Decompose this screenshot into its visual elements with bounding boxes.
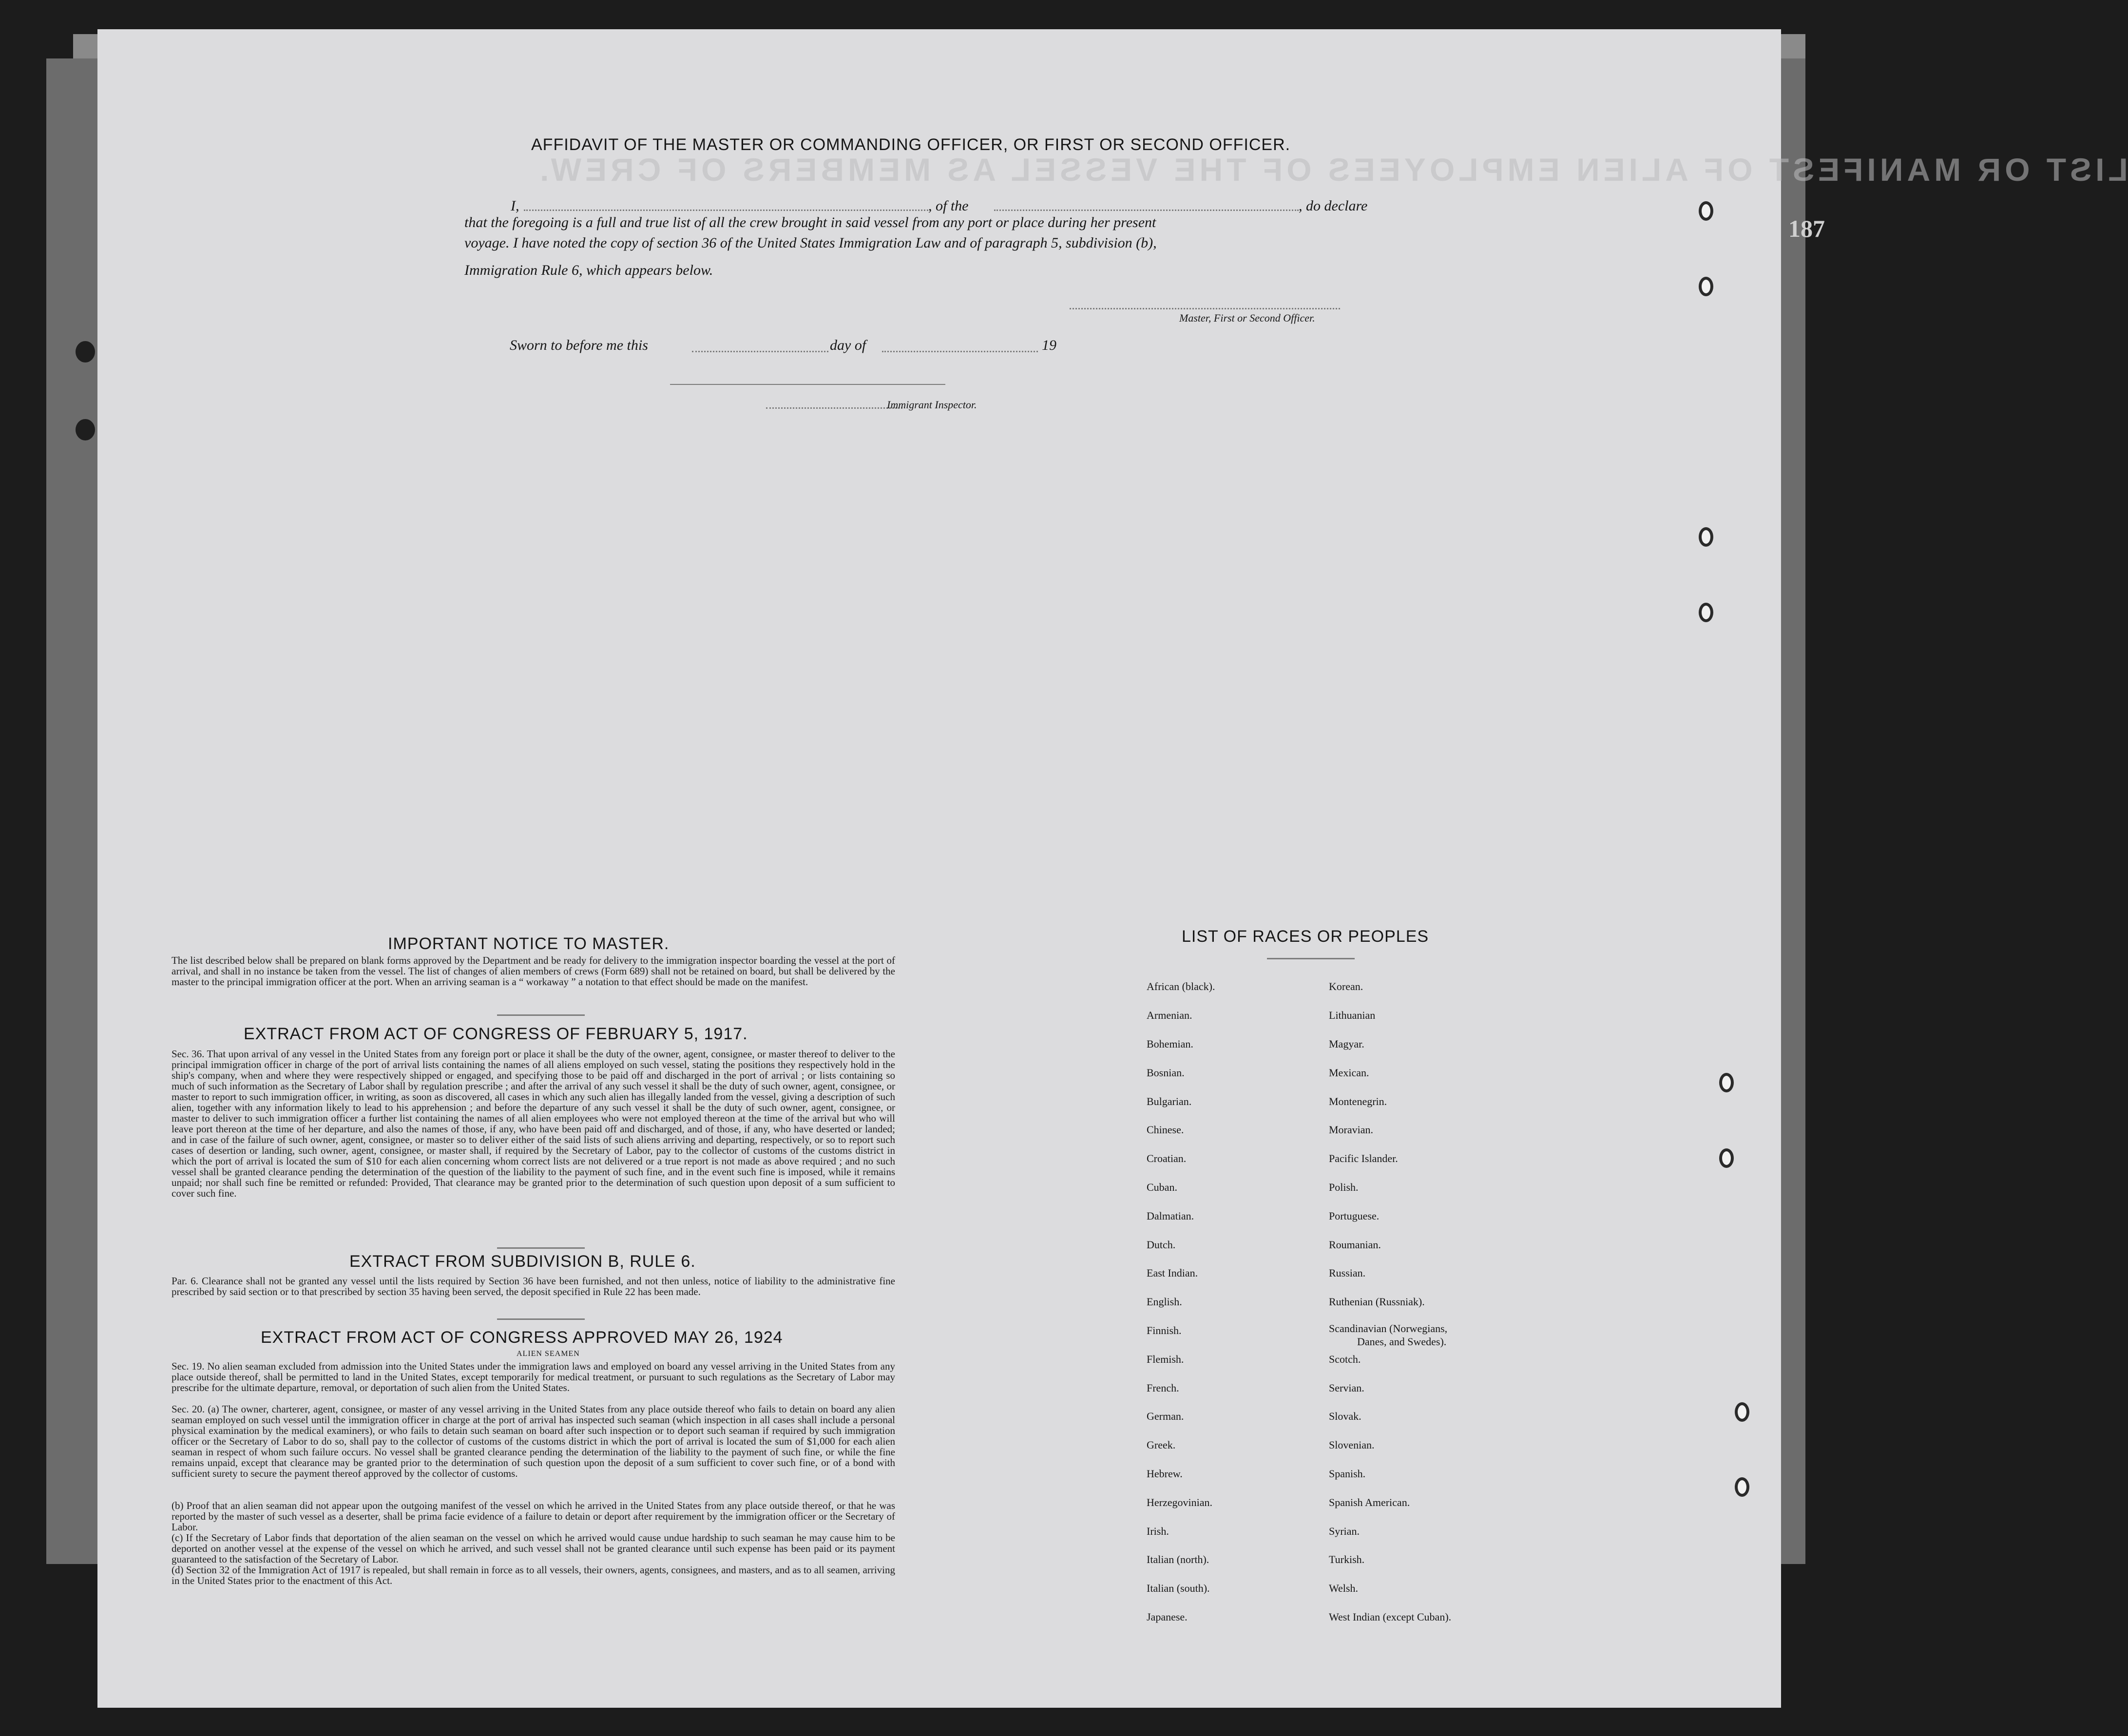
affidavit-line-2: that the foregoing is a full and true list of all the crew brought in said vessel from any port or place during her present: [464, 214, 1156, 230]
race-item: Italian (north).: [1147, 1553, 1209, 1565]
race-item: Magyar.: [1329, 1038, 1364, 1050]
vessel-blank: [994, 210, 1299, 211]
notice-title: IMPORTANT NOTICE TO MASTER.: [388, 935, 670, 953]
divider: [497, 1318, 585, 1320]
divider: [497, 1247, 585, 1249]
bleed-through-text: LIST OR MANIFEST OF ALIEN EMPLOYEES OF THE VESSEL AS MEMBERS OF CREW.: [536, 152, 2128, 188]
inspector-label: Immigrant Inspector.: [887, 399, 977, 411]
race-item: Italian (south).: [1147, 1582, 1210, 1594]
race-item: Irish.: [1147, 1525, 1169, 1537]
race-item: Lithuanian: [1329, 1009, 1376, 1021]
race-item: Pacific Islander.: [1329, 1152, 1398, 1164]
race-item: Slovenian.: [1329, 1439, 1375, 1451]
rule-6-text: Par. 6. Clearance shall not be granted any vessel until the lists required by Section 36 have been furnished, and not then unless, notice of liability to the administrative fine prescribed by said section or to that prescribed by section 35 having been served, the deposit specified in Rule 22 has been made.: [172, 1275, 895, 1297]
race-item: West Indian (except Cuban).: [1329, 1611, 1452, 1623]
divider: [1267, 958, 1355, 959]
race-item: Roumanian.: [1329, 1239, 1381, 1251]
race-item: Servian.: [1329, 1382, 1364, 1394]
punch-hole: [1719, 1148, 1734, 1168]
punch-hole: [1719, 1073, 1734, 1092]
race-item: Hebrew.: [1147, 1468, 1183, 1480]
race-item: Cuban.: [1147, 1181, 1177, 1193]
race-item: Greek.: [1147, 1439, 1176, 1451]
day-of-text: day of: [830, 337, 866, 353]
race-item: Portuguese.: [1329, 1210, 1380, 1222]
race-item: Turkish.: [1329, 1553, 1365, 1565]
affidavit-i: I,: [511, 198, 519, 214]
race-item: Polish.: [1329, 1181, 1359, 1193]
race-item: Slovak.: [1329, 1410, 1361, 1422]
race-item: Spanish American.: [1329, 1496, 1410, 1508]
race-item: Ruthenian (Russniak).: [1329, 1296, 1425, 1308]
inspector-signature-line: [670, 384, 945, 385]
race-item: Dutch.: [1147, 1239, 1176, 1251]
rule-6-title: EXTRACT FROM SUBDIVISION B, RULE 6.: [349, 1252, 696, 1271]
races-title: LIST OF RACES OR PEOPLES: [1182, 927, 1429, 946]
race-item: Scotch.: [1329, 1353, 1361, 1365]
race-item: Bosnian.: [1147, 1067, 1185, 1079]
race-item: Bohemian.: [1147, 1038, 1193, 1050]
sworn-text: Sworn to before me this: [510, 337, 648, 353]
race-item: Syrian.: [1329, 1525, 1360, 1537]
race-item: Spanish.: [1329, 1468, 1366, 1480]
divider: [497, 1014, 585, 1016]
page-number: 187: [1788, 215, 1825, 242]
affidavit-line-3: voyage. I have noted the copy of section 36 of the United States Immigration Law and of paragraph 5, subdivision (b),: [464, 235, 1157, 251]
affidavit-line-4: Immigration Rule 6, which appears below.: [464, 262, 713, 278]
sec-20a-text: Sec. 20. (a) The owner, charterer, agent, consignee, or master of any vessel arriving in the United States from any place outside thereof who fails to detain on board any alien seaman employed on such vessel until the immigration officer in charge at the port of arrival has inspected such seaman (which inspection in all cases shall include a personal physical examination by the medical examiners), or who fails to detain such seaman on board after such inspection or to deport such seaman if required by such immigration officer or the Secretary of Labor to do so, shall pay to the collector of customs of the customs district in which the port of arrival is located the sum of $1,000 for each alien seaman in respect of whom such failure occurs. No vessel shall be granted clearance pending the determination of the liability to the payment of such fine, or while the fine remains unpaid, except that clearance may be granted prior to the determination of such question upon the deposit of a sum sufficient to cover such fine, or of a bond with sufficient surety to secure the payment thereof approved by the collector of customs.: [172, 1403, 895, 1479]
race-item: French.: [1147, 1382, 1179, 1394]
race-item: Mexican.: [1329, 1067, 1369, 1079]
race-item: Scandinavian (Norwegians,: [1329, 1322, 1448, 1335]
race-item: African (black).: [1147, 980, 1215, 992]
extract-1917-text: Sec. 36. That upon arrival of any vessel in the United States from any foreign port or place it shall be the duty of the owner, agent, consignee, or master thereof to deliver to the principal immigration officer in charge of the port of arrival lists containing the names of all aliens employed on such vessel, stating the positions they respectively hold in the ship's company, when and where they were respectively shipped or engaged, and specifying those to be paid off and discharged in the port of arrival ; or lists containing so much of such information as the Secretary of Labor shall by regulation prescribe ; and after the arrival of any such vessel it shall be the duty of such owner, agent, consignee, or master to report to such immigration officer, in writing, as soon as discovered, all cases in which any such alien has illegally landed from the vessel, giving a description of such alien, together with any information likely to lead to his apprehension ; and before the departure of any such vessel it shall be the duty of such owner, agent, consignee, or master to deliver to such immigration officer a further list containing the names of all alien employees who were not employed thereon at the time of the arrival but who will leave port thereon at the time of her departure, and also the names of those, if any, who have been paid off and discharged, and of those, if any, who have deserted or landed; and in case of the failure of such owner, agent, consignee, or master so to deliver either of the said lists of such aliens arriving and departing, respectively, or so to report such cases of desertion or landing, such owner, agent, consignee, or master shall, if required by the Secretary of Labor, pay to the collector of customs of the customs district in which the port of arrival is located the sum of $10 for each alien concerning whom correct lists are not delivered or a true report is not made as above required ; and no such vessel shall be granted clearance pending the determination of the question of the liability to the payment of such fine, and in the event such fine is imposed, while it remains unpaid; nor shall such fine be remitted or refunded: Provided, That clearance may be granted prior to the determination of such question upon deposit of a sum sufficient to cover such fine.: [172, 1048, 895, 1199]
race-item: Chinese.: [1147, 1124, 1184, 1136]
punch-hole: [1735, 1402, 1749, 1422]
alien-seamen-subtitle: ALIEN SEAMEN: [517, 1350, 580, 1358]
race-item: Bulgarian.: [1147, 1095, 1192, 1107]
race-item: Dalmatian.: [1147, 1210, 1194, 1222]
race-item: Montenegrin.: [1329, 1095, 1387, 1107]
sec-20c-text: (c) If the Secretary of Labor finds that deportation of the alien seaman on the vessel on which he arrived would cause undue hardship to such seaman he may cause him to be deported on another vessel at the expense of the vessel on which he arrived, and such vessel shall not be granted clearance until such expense has been paid or its payment guaranteed to the satisfaction of the Secretary of Labor.: [172, 1532, 895, 1565]
race-item: East Indian.: [1147, 1267, 1198, 1279]
race-item: Herzegovinian.: [1147, 1496, 1212, 1508]
binding-hole: [76, 419, 95, 440]
notice-text: The list described below shall be prepared on blank forms approved by the Department and be ready for delivery to the immigration inspector boarding the vessel at the port of arrival, and shall in no instance be taken from the vessel. The list of changes of alien members of crews (Form 689) shall not be retained on board, but shall be delivered by the master to the principal immigration officer at the port. When an arriving seaman is a “ workaway ” a notation to that effect should be made on the manifest.: [172, 954, 895, 988]
sec-20d-text: (d) Section 32 of the Immigration Act of 1917 is repealed, but shall remain in force as to all vessels, their owners, agents, consignees, and masters, and as to all seamen, arriving in the United States prior to the enactment of this Act.: [172, 1564, 895, 1586]
punch-hole: [1699, 603, 1713, 622]
race-item: Welsh.: [1329, 1582, 1358, 1594]
sworn-month-blank: [882, 351, 1038, 352]
punch-hole: [1735, 1477, 1749, 1497]
sec-19-text: Sec. 19. No alien seaman excluded from admission into the United States under the immigration laws and employed on board any vessel arriving in the United States from any place outside thereof, shall be permitted to land in the United States, except temporarily for medical treatment, or pursuant to such regulations as the Secretary of Labor may prescribe for the ultimate departure, removal, or deportation of such alien from the United States.: [172, 1360, 895, 1393]
master-signature-blank: [1070, 308, 1340, 309]
race-item: Finnish.: [1147, 1324, 1182, 1336]
binding-hole: [76, 341, 95, 362]
race-item: Armenian.: [1147, 1009, 1192, 1021]
race-item: Russian.: [1329, 1267, 1366, 1279]
extract-1924-title: EXTRACT FROM ACT OF CONGRESS APPROVED MAY 26, 1924: [261, 1328, 783, 1347]
race-item: Moravian.: [1329, 1124, 1374, 1136]
inspector-blank: [766, 407, 902, 409]
race-item: English.: [1147, 1296, 1182, 1308]
sec-20b-text: (b) Proof that an alien seaman did not appear upon the outgoing manifest of the vessel on which he arrived in the United States from any place outside thereof, or that he was reported by the master of such vessel as a deserter, shall be prima facie evidence of a failure to detain or deport after requirement by the immigration officer or the Secretary of Labor.: [172, 1500, 895, 1533]
affidavit-title: AFFIDAVIT OF THE MASTER OR COMMANDING OFFICER, OR FIRST OR SECOND OFFICER.: [531, 135, 1291, 154]
master-signature-label: Master, First or Second Officer.: [1179, 312, 1315, 324]
race-item: Croatian.: [1147, 1152, 1187, 1164]
affidavit-of-the: , of the: [928, 198, 969, 214]
punch-hole: [1699, 527, 1713, 547]
extract-1917-title: EXTRACT FROM ACT OF CONGRESS OF FEBRUARY 5, 1917.: [244, 1025, 748, 1043]
year-prefix: 19: [1042, 337, 1056, 353]
race-item: Japanese.: [1147, 1611, 1188, 1623]
race-item: German.: [1147, 1410, 1184, 1422]
affidavit-declare: , do declare: [1299, 198, 1368, 214]
race-item: Korean.: [1329, 980, 1363, 992]
punch-hole: [1699, 277, 1713, 296]
race-item: Danes, and Swedes).: [1357, 1335, 1447, 1348]
name-blank: [524, 210, 928, 211]
punch-hole: [1699, 201, 1713, 221]
race-item: Flemish.: [1147, 1353, 1184, 1365]
sworn-day-blank: [692, 351, 828, 352]
